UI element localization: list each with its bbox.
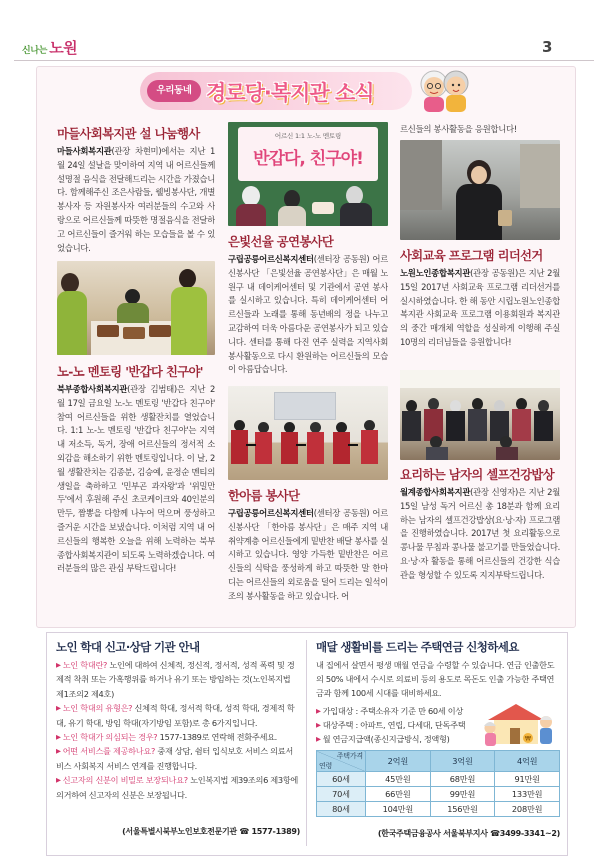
building [520,144,560,208]
table-header-row [317,751,560,772]
abuse-notice-title: 노인 학대 신고·상담 기관 안내 [56,640,200,654]
table-corner-cell [317,751,366,772]
food-tray [123,327,145,339]
performer-red-uniform [255,432,272,464]
logo-big-text: 노원 [49,39,78,57]
elderly-couple-house-icon [482,700,560,748]
person-head [242,186,260,206]
row-label: 80세 [317,802,366,817]
photo-volunteer-delivery [400,140,560,240]
music-stand [296,444,306,446]
party-banner-headline: 반갑다, 친구야! [253,149,363,169]
abuse-notice-credit: (서울특별시북부노인보호전문기관 ☎ 1577-1389) [122,827,300,836]
article-body-nono-mentoring [57,383,215,618]
article-text: (센터장 공동원) 어르신봉사단 「한아름 봉사단」은 매주 지역 내 취약계층 어르신들에게 밑반찬 배달 봉사를 실시하고 있습니다. 영양 가득한 밑반찬은 어르신들의 식탁을 풍성하게 하고 따뜻한 말 한마디는 어르신들의 외로움을 덜어 드리는 일석이조의 봉사활동을 하고 있습니다. 어 [228,508,388,601]
person-black-coat [456,184,502,240]
person-head [125,289,140,304]
person-head [179,269,196,288]
article-text: (관장 차현미)에서는 지난 1월 24일 설날을 맞이하여 지역 내 어르신들께 설명절 음식을 전달해드리는 시간을 가졌습니다. 함께해주신 조은사람들, 웰빙봉사단, 개별봉사자 등 자원봉사자 여러분들의 수고와 사랑으로 어르신들께 따뜻한 명절음식을 전달하고 어르신들이 즐거워 하는 모습들을 볼 수 있었습니다. [57,146,215,253]
person-body [236,204,266,226]
article-body-hanareum [228,507,388,604]
pension-table-wrap [316,750,560,817]
article-text: (센터장 공동원) 어르신봉사단 「은빛선율 공연봉사단」은 매월 노원구 내 데이케어센터 및 기관에서 공연 봉사를 실시하고 있습니다. 특히 데이케어센터 어르신들과 노래를 통해 동년배의 정을 나누고 교감하여 더욱 아름다운 공연봉사가 되고 있습니다. 센터를 통해 다진 연주 실력을 지역사회 봉사활동으로 다시 환원하는 어르신들의 모습이 아름답습니다. [228,254,388,375]
person-body [534,411,553,441]
article-lead: 마들사회복지관 [57,146,112,156]
performer-red-uniform [231,430,248,464]
banner-prefix: 우리동네 [147,80,201,102]
pension-bullet [316,718,476,732]
article-title-eunbit: 은빛선율 공연봉사단 [228,235,334,249]
photo-music-performance [228,386,388,480]
bullet-arrow-icon [316,706,323,716]
side-dish-bag [498,210,512,226]
food-tray [97,325,119,337]
party-banner-subtitle: 어르신 1:1 노-노 멘토링 [274,132,342,140]
volunteer-green-vest [57,291,87,355]
performer-red-uniform [333,432,350,464]
hall-ceiling [400,370,560,388]
column-header: 3억원 [430,751,495,772]
article-title-madeul: 마들사회복지관 설 나눔행사 [57,127,200,141]
page-number: 3 [542,38,553,56]
abuse-notice-items [56,658,300,810]
svg-text:₩: ₩ [525,735,531,743]
table-cell: 156만원 [430,802,495,817]
table-cell: 68만원 [430,772,495,787]
bullet-arrow-icon [56,703,63,713]
item-label: 노인 학대의 유형은? [62,703,133,714]
corner-top-label: 주택가격 [336,752,363,760]
photo-holiday-food-sharing [57,261,215,355]
item-text: 신체적 학대, 정서적 학대, 성적 학대, 경제적 학대, 유기 학대, 방임 학대(자기방임 포함)로 총 6가지입니다. [56,703,295,728]
masthead-logo [22,37,77,58]
article-body-cooking-men [400,486,560,597]
article-body-leader-election [400,267,560,364]
item-text: 중재 상담, 쉼터 입식보호 서비스 의료서비스 사회복지 서비스 연계를 진행합니다. [56,746,293,771]
item-text: 노인복지법 제39조의6 제3항에 의거하여 신고자의 신분은 보장됩니다. [56,775,299,800]
article-body-eunbit [228,253,388,378]
person-face [471,166,487,184]
table-cell: 104만원 [366,802,431,817]
article-lead: 노원노인종합복지관 [400,268,471,278]
pension-notice-credit: (한국주택금융공사 서울북부지사 ☎3499-3341~2) [377,829,560,838]
performer-red-uniform [281,432,298,464]
article-title-nono-mentoring: 노-노 멘토링 '반갑다 친구야' [57,365,203,379]
item-label: 어떤 서비스를 제공하나요? [62,746,156,757]
person-body [402,411,421,441]
birthday-cake [312,202,334,214]
person-body [496,447,518,460]
table-cell: 45만원 [366,772,431,787]
column-header: 4억원 [495,751,560,772]
article-body-madeul [57,145,215,256]
pension-bullet [316,704,476,718]
article-title-leader-election: 사회교육 프로그램 리더선거 [400,249,543,263]
abuse-notice-item [56,744,300,773]
photo-leaders-group [400,370,560,460]
table-row [317,802,560,817]
bullet-arrow-icon [56,746,63,756]
header-rule [14,60,594,61]
bullet-arrow-icon [316,720,323,730]
bullet-arrow-icon [56,660,63,670]
wall-screen [274,392,336,420]
item-label: 신고자의 신분이 비밀로 보장되나요? [62,775,188,786]
pension-notice-intro: 내 집에서 살면서 평생 매월 연금을 수령할 수 있습니다. 연금 인출한도의 50% 내에서 수시로 의료비 등의 용도로 목돈도 인출 가능한 주택연금과 함께 100세 시대를 대비하세요. [316,660,555,698]
photo-mentoring-party [228,122,388,226]
person-head [61,273,79,293]
pension-bullet [316,732,476,746]
volunteer-green-vest [171,287,207,355]
volunteer-green-vest [117,303,149,323]
article-lead: 월계종합사회복지관 [400,487,471,497]
article-title-cooking-men: 요리하는 남자의 셀프건강밥상 [400,468,554,482]
person-body [340,203,372,226]
article-lead: 북부종합사회복지관 [57,384,128,394]
column-header: 2억원 [366,751,431,772]
abuse-notice-item [56,730,300,744]
performer-red-uniform [307,432,324,464]
pension-notice-title: 매달 생활비를 드리는 주택연금 신청하세요 [316,640,519,654]
notices-divider [306,640,307,846]
table-row [317,772,560,787]
music-stand [348,444,358,446]
music-stand [246,444,256,446]
person-body [446,411,465,441]
bullet-text: 대상주택 : 아파트, 연립, 다세대, 단독주택 [322,720,466,730]
elders-cartoon-icon [416,64,474,114]
article-text: (관장 공동원)은 지난 2월 15일 2017년 사회교육 프로그램 리더선거를 실시하였습니다. 한 해 동안 시립노원노인종합복지관 사회교육 프로그램 이용회원과 복지관의 중간 매개체 역할을 성실하게 이행해 주실 10명의 리더님들을 응원합니다! [400,268,560,347]
person-body [468,409,487,441]
building [400,140,442,210]
table-cell: 133만원 [495,787,560,802]
article-text: (관장 김범태)은 지난 2월 17일 금요일 노-노 멘토링 '반갑다 친구야' 참여 어르신들을 위한 생활잔치를 열었습니다. 1:1 노-노 멘토링 '반갑다 친구야'는 지역 내 저소득, 독거, 장애 어르신들의 정서적 소외감을 해소하기 위한 멘토링입니다. 이 날, 2월 생활잔치는 김종분, 김승예, 윤정순 멘티의 생일을 축하하고 '민부곤 과자왕'과 '위밀만두'에서 후원해 주신 초코케이크와 40인분의 만두, 짬뽕을 다함께 나누어 먹으며 풍성하고 즐거운 시간을 보냈습니다. 이처럼 지역 내 어르신들의 행복한 오늘을 위해 노력하는 북부종합사회복지관이 되도록 노력하겠습니다. 여러분들의 많은 관심 부탁드립니다! [57,384,215,574]
person-body [426,447,448,460]
food-tray [149,325,171,337]
item-label: 노인 학대가 의심되는 경우? [62,732,158,743]
bullet-text: 가입대상 : 주택소유자 기준 만 60세 이상 [322,706,463,716]
table-cell: 66만원 [366,787,431,802]
table-cell: 208만원 [495,802,560,817]
corner-bottom-label: 연령 [319,762,333,770]
abuse-notice-item [56,701,300,730]
bullet-arrow-icon [56,732,63,742]
abuse-notice-item [56,658,300,701]
article-lead: 구립공릉어르신복지센터 [228,508,314,518]
logo-small-text: 신나는 [22,46,48,56]
table-cell: 99만원 [430,787,495,802]
row-label: 60세 [317,772,366,787]
abuse-notice-item [56,773,300,802]
bullet-text: 월 연금지급액(종신지급방식, 정액형) [322,734,450,744]
article-body-hanareum-continued: 르신들의 봉사활동을 응원합니다! [400,124,517,134]
article-title-hanareum: 한아름 봉사단 [228,489,300,503]
item-text: 1577-1389로 연락해 전화주세요. [157,732,277,743]
person-body [512,409,531,441]
item-text: 노인에 대하여 신체적, 정신적, 정서적, 성적 폭력 및 경제적 착취 또는 가혹행위를 하거나 유기 또는 방임하는 것(노인복지법 제1조의2 제4호) [56,660,295,699]
person-body [278,206,306,226]
article-lead: 구립공릉어르신복지센터 [228,254,314,264]
article-text: (관장 신영자)은 지난 2월 15일 남성 독거 어르신 총 18분과 함께 요리하는 남자의 셀프건강밥상(요·낭·자) 프로그램을 진행하였습니다. 2017년 첫 요리활동으로 콩나물 무침과 콩나물 불고기를 만들었습니다. 요·낭·자 활동을 통해 어르신들의 건강한 식습관을 형성할 수 있도록 지지부탁드립니다. [400,487,560,580]
banner-title: 경로당·복지관 소식 [206,81,374,105]
bullet-arrow-icon [56,775,63,785]
row-label: 70세 [317,787,366,802]
pension-table [316,750,560,817]
table-row [317,787,560,802]
performer-red-uniform [361,430,378,464]
item-label: 노인 학대란? [62,660,108,670]
table-cell: 91만원 [495,772,560,787]
bullet-arrow-icon [316,734,323,744]
